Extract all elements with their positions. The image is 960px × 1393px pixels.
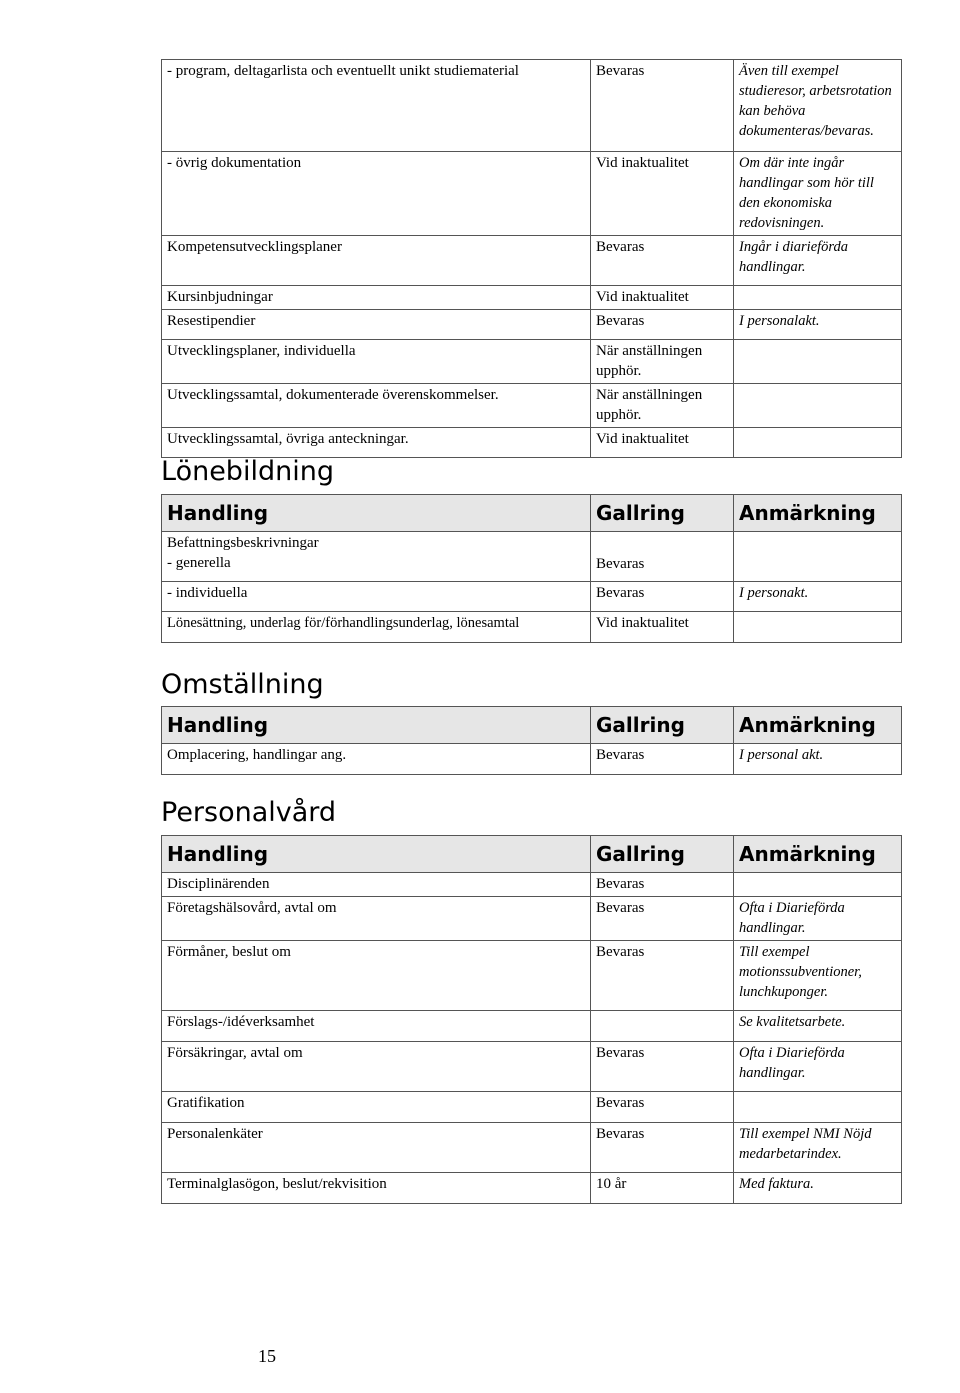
table-header-row bbox=[162, 836, 902, 873]
table-row bbox=[162, 1123, 902, 1173]
anmarkning-cell: Till exempel motionssubventioner, lunchkuponger. bbox=[734, 941, 902, 1011]
table-row bbox=[162, 1092, 902, 1123]
handling-cell: - övrig dokumentation bbox=[162, 152, 591, 236]
anmarkning-cell bbox=[734, 532, 902, 582]
table-row bbox=[162, 1173, 902, 1204]
gallring-cell: Bevaras bbox=[591, 897, 734, 941]
table-row bbox=[162, 941, 902, 1011]
handling-cell: Utvecklingssamtal, dokumenterade överenskommelser. bbox=[162, 384, 591, 428]
gallring-cell: 10 år bbox=[591, 1173, 734, 1204]
handling-cell: - individuella bbox=[162, 582, 591, 612]
table-row bbox=[162, 1042, 902, 1092]
table-row bbox=[162, 612, 902, 643]
handling-cell: Företagshälsovård, avtal om bbox=[162, 897, 591, 941]
anmarkning-cell: Ingår i diarieförda handlingar. bbox=[734, 236, 902, 286]
table-row bbox=[162, 60, 902, 152]
anmarkning-cell bbox=[734, 428, 902, 458]
gallring-cell: Bevaras bbox=[591, 1123, 734, 1173]
anmarkning-cell: I personakt. bbox=[734, 582, 902, 612]
anmarkning-cell: Ofta i Diarieförda handlingar. bbox=[734, 1042, 902, 1092]
gallring-cell: Vid inaktualitet bbox=[591, 612, 734, 643]
anmarkning-cell: Med faktura. bbox=[734, 1173, 902, 1204]
gallring-cell: Vid inaktualitet bbox=[591, 152, 734, 236]
header-anmarkning: Anmärkning bbox=[734, 707, 902, 744]
handling-cell: Gratifikation bbox=[162, 1092, 591, 1123]
gallring-cell: När anställningen upphör. bbox=[591, 340, 734, 384]
table-row bbox=[162, 236, 902, 286]
gallring-cell: Bevaras bbox=[591, 873, 734, 897]
header-anmarkning: Anmärkning bbox=[734, 495, 902, 532]
personalvard-table bbox=[161, 835, 902, 1204]
handling-cell: Utvecklingssamtal, övriga anteckningar. bbox=[162, 428, 591, 458]
handling-cell: Förslags-/idéverksamhet bbox=[162, 1011, 591, 1042]
table-row bbox=[162, 873, 902, 897]
gallring-cell: Bevaras bbox=[591, 1042, 734, 1092]
handling-cell bbox=[162, 532, 591, 582]
table-row bbox=[162, 428, 902, 458]
table-row bbox=[162, 582, 902, 612]
table-row bbox=[162, 897, 902, 941]
gallring-cell: Bevaras bbox=[591, 236, 734, 286]
table-row bbox=[162, 384, 902, 428]
anmarkning-cell: Om där inte ingår handlingar som hör till den ekonomiska redovisningen. bbox=[734, 152, 902, 236]
gallring-cell: Bevaras bbox=[591, 532, 734, 582]
header-gallring: Gallring bbox=[591, 495, 734, 532]
gallring-cell: Bevaras bbox=[591, 941, 734, 1011]
gallring-cell bbox=[591, 1011, 734, 1042]
gallring-cell: Vid inaktualitet bbox=[591, 286, 734, 310]
anmarkning-cell bbox=[734, 286, 902, 310]
header-handling: Handling bbox=[162, 836, 591, 873]
handling-cell: Kursinbjudningar bbox=[162, 286, 591, 310]
anmarkning-cell bbox=[734, 873, 902, 897]
gallring-cell: Bevaras bbox=[591, 310, 734, 340]
page-number: 15 bbox=[258, 1346, 276, 1366]
anmarkning-cell bbox=[734, 1092, 902, 1123]
section-title-lonebildning: Lönebildning bbox=[161, 456, 334, 487]
gallring-cell: Vid inaktualitet bbox=[591, 428, 734, 458]
header-anmarkning: Anmärkning bbox=[734, 836, 902, 873]
table-row bbox=[162, 152, 902, 236]
handling-cell: Disciplinärenden bbox=[162, 873, 591, 897]
anmarkning-cell: Se kvalitetsarbete. bbox=[734, 1011, 902, 1042]
anmarkning-cell bbox=[734, 612, 902, 643]
anmarkning-cell: I personalakt. bbox=[734, 310, 902, 340]
header-gallring: Gallring bbox=[591, 707, 734, 744]
anmarkning-cell bbox=[734, 384, 902, 428]
header-handling: Handling bbox=[162, 495, 591, 532]
retention-table-continued bbox=[161, 59, 902, 458]
gallring-cell: Bevaras bbox=[591, 60, 734, 152]
section-title-omstallning: Omställning bbox=[161, 669, 324, 700]
gallring-cell: Bevaras bbox=[591, 1092, 734, 1123]
handling-cell: Omplacering, handlingar ang. bbox=[162, 744, 591, 775]
omstallning-table bbox=[161, 706, 902, 775]
handling-cell: Försäkringar, avtal om bbox=[162, 1042, 591, 1092]
section-title-personalvard: Personalvård bbox=[161, 797, 337, 828]
table-row bbox=[162, 340, 902, 384]
header-gallring: Gallring bbox=[591, 836, 734, 873]
table-row bbox=[162, 286, 902, 310]
handling-cell: Utvecklingsplaner, individuella bbox=[162, 340, 591, 384]
anmarkning-cell: I personal akt. bbox=[734, 744, 902, 775]
handling-text: Befattningsbeskrivningar bbox=[167, 535, 319, 551]
handling-cell: Förmåner, beslut om bbox=[162, 941, 591, 1011]
table-row bbox=[162, 744, 902, 775]
table-header-row bbox=[162, 495, 902, 532]
handling-cell: Personalenkäter bbox=[162, 1123, 591, 1173]
gallring-cell: Bevaras bbox=[591, 582, 734, 612]
handling-cell: Resestipendier bbox=[162, 310, 591, 340]
table-row bbox=[162, 532, 902, 582]
anmarkning-cell: Ofta i Diarieförda handlingar. bbox=[734, 897, 902, 941]
table-row bbox=[162, 310, 902, 340]
handling-subtext: - generella bbox=[167, 555, 231, 571]
header-handling: Handling bbox=[162, 707, 591, 744]
gallring-cell: Bevaras bbox=[591, 744, 734, 775]
table-header-row bbox=[162, 707, 902, 744]
gallring-cell: När anställningen upphör. bbox=[591, 384, 734, 428]
table-row bbox=[162, 1011, 902, 1042]
lonebildning-table bbox=[161, 494, 902, 643]
handling-cell: Kompetensutvecklingsplaner bbox=[162, 236, 591, 286]
anmarkning-cell bbox=[734, 340, 902, 384]
handling-cell: Terminalglasögon, beslut/rekvisition bbox=[162, 1173, 591, 1204]
anmarkning-cell: Till exempel NMI Nöjd medarbetarindex. bbox=[734, 1123, 902, 1173]
anmarkning-cell: Även till exempel studieresor, arbetsrotation kan behöva dokumenteras/bevaras. bbox=[734, 60, 902, 152]
handling-cell: Lönesättning, underlag för/förhandlingsunderlag, lönesamtal bbox=[162, 612, 591, 643]
handling-cell: - program, deltagarlista och eventuellt unikt studiematerial bbox=[162, 60, 591, 152]
